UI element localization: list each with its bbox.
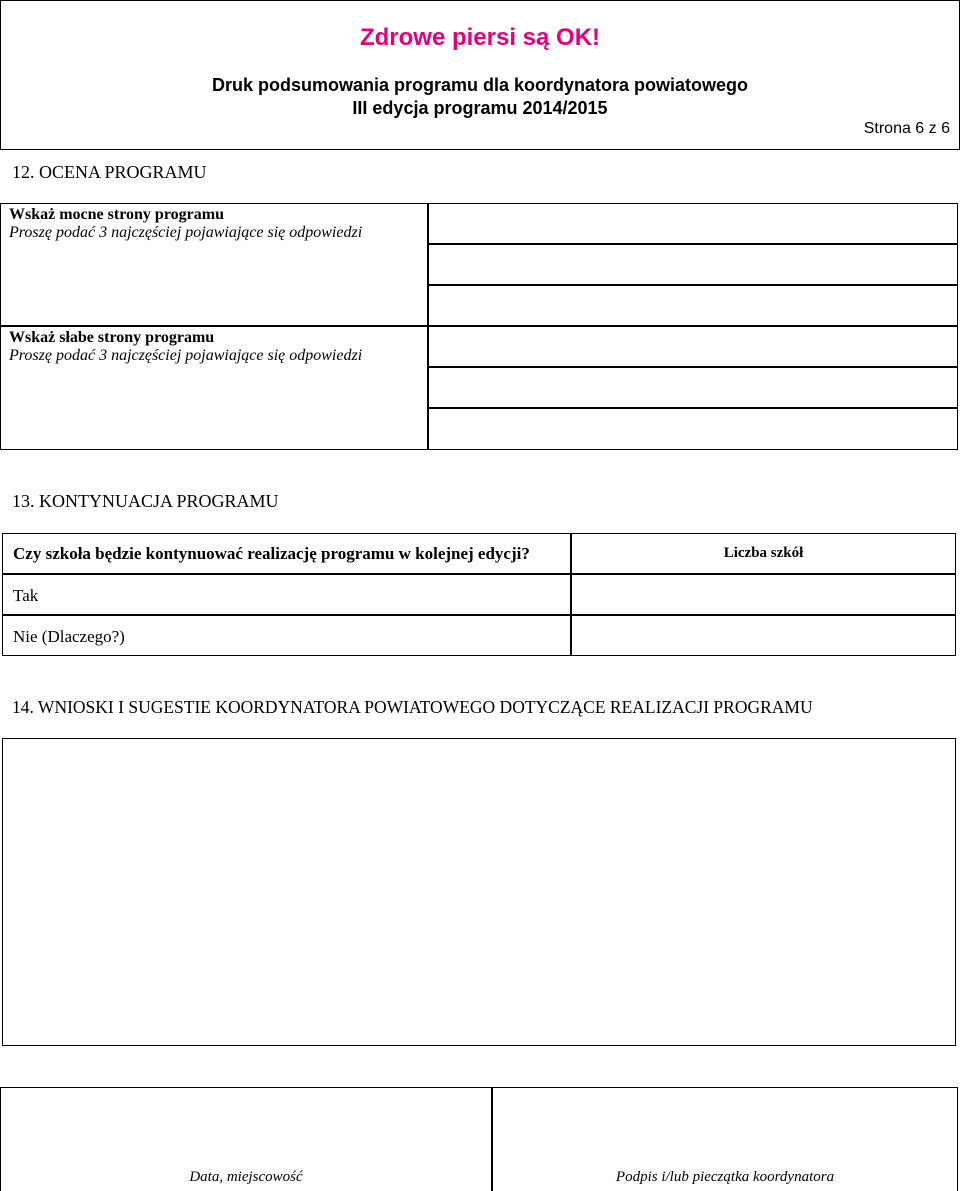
strengths-label-cell: [0, 203, 428, 326]
strengths-hint: Proszę podać 3 najczęściej pojawiające się odpowiedzi: [9, 224, 363, 241]
date-place-caption: Data, miejscowość: [189, 1169, 303, 1185]
school-count-header: Liczba szkół: [571, 533, 956, 574]
weaknesses-hint: Proszę podać 3 najczęściej pojawiające się odpowiedzi: [9, 347, 363, 364]
section-12-heading: 12. OCENA PROGRAMU: [12, 162, 207, 182]
form-subtitle: Druk podsumowania programu dla koordynatora powiatowego: [211, 75, 749, 95]
strength-answer-1[interactable]: [428, 203, 958, 244]
weakness-answer-1[interactable]: [428, 326, 958, 367]
weaknesses-label: Wskaż słabe strony programu: [9, 329, 215, 346]
strengths-label: Wskaż mocne strony programu: [9, 206, 224, 223]
signature-caption: Podpis i/lub pieczątka koordynatora: [615, 1169, 835, 1185]
continuation-question: Czy szkoła będzie kontynuować realizację programu w kolejnej edycji?: [2, 533, 571, 574]
strength-answer-2[interactable]: [428, 244, 958, 285]
option-no-count[interactable]: [571, 615, 956, 656]
option-no-label: Nie (Dlaczego?): [2, 615, 571, 656]
weakness-answer-3[interactable]: [428, 408, 958, 450]
option-yes-label: Tak: [2, 574, 571, 615]
edition-subtitle: III edycja programu 2014/2015: [352, 98, 608, 118]
page-number: Strona 6 z 6: [863, 120, 950, 137]
weakness-answer-2[interactable]: [428, 367, 958, 408]
page-title: Zdrowe piersi są OK!: [359, 24, 601, 51]
section-14-heading: 14. WNIOSKI I SUGESTIE KOORDYNATORA POWIATOWEGO DOTYCZĄCE REALIZACJI PROGRAMU: [12, 697, 813, 717]
strength-answer-3[interactable]: [428, 285, 958, 326]
section-13-heading: 13. KONTYNUACJA PROGRAMU: [12, 491, 279, 511]
option-yes-count[interactable]: [571, 574, 956, 615]
weaknesses-label-cell: [0, 326, 428, 450]
coordinator-notes-box[interactable]: [2, 738, 956, 1046]
